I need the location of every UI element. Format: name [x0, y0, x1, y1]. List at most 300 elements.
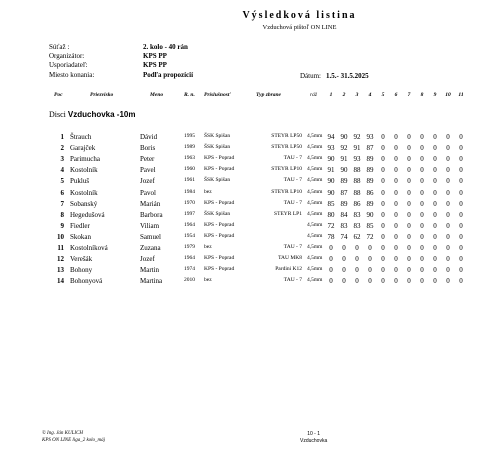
shot-score-cell: 0: [407, 133, 411, 141]
shot-score-cell: 94: [327, 133, 335, 141]
rank-cell: 14: [57, 277, 64, 286]
surname-cell: Pukluš: [70, 177, 90, 186]
shot-score-cell: 0: [446, 155, 450, 164]
table-row: [0, 277, 479, 288]
rank-cell: 9: [60, 221, 64, 230]
shot-score-cell: 0: [381, 144, 385, 153]
caliber-cell: 4,5mm: [307, 166, 323, 173]
weapon-cell: STEYR LP10: [271, 166, 302, 173]
col-header-shot-9: 9: [433, 92, 437, 98]
shot-score-cell: 0: [446, 188, 450, 197]
shot-score-cell: 0: [446, 133, 450, 141]
shot-score-cell: 0: [459, 210, 463, 219]
shot-score-cell: 0: [420, 266, 424, 275]
shot-score-cell: 0: [446, 199, 450, 208]
shot-score-cell: 0: [446, 244, 450, 252]
shot-score-cell: 0: [446, 144, 450, 153]
shot-score-cell: 0: [433, 177, 437, 186]
surname-cell: Kostolníková: [70, 244, 108, 252]
shot-score-cell: 0: [394, 221, 398, 230]
club-cell: ŠSK Spišan: [204, 144, 231, 151]
club-cell: bez: [204, 244, 212, 250]
year-cell: 2010: [184, 277, 195, 284]
club-cell: KPS - Poprad: [204, 199, 235, 206]
club-cell: ŠSK Spišan: [204, 177, 231, 184]
shot-score-cell: 0: [329, 266, 333, 275]
caliber-cell: 4,5mm: [307, 133, 323, 139]
shot-score-cell: 0: [329, 277, 333, 286]
shot-score-cell: 0: [446, 232, 450, 241]
shot-score-cell: 0: [368, 266, 372, 275]
shot-score-cell: 84: [340, 210, 348, 219]
surname-cell: Bohonyová: [70, 277, 103, 286]
shot-score-cell: 0: [433, 166, 437, 175]
col-header-poc: Poc: [54, 92, 63, 98]
shot-score-cell: 90: [327, 177, 335, 186]
weapon-cell: STEYR LP50: [271, 144, 302, 151]
shot-score-cell: 0: [459, 266, 463, 275]
shot-score-cell: 0: [420, 133, 424, 141]
shot-score-cell: 0: [381, 221, 385, 230]
table-row: [0, 133, 479, 144]
first-name-cell: Boris: [140, 144, 156, 153]
rank-cell: 1: [60, 133, 64, 141]
weapon-cell: TAU - 7: [283, 155, 302, 162]
first-name-cell: Samuel: [140, 232, 161, 241]
shot-score-cell: 0: [407, 188, 411, 197]
shot-score-cell: 0: [407, 232, 411, 241]
shot-score-cell: 0: [407, 177, 411, 186]
rank-cell: 11: [57, 244, 64, 252]
weapon-cell: Pardini K12: [275, 266, 302, 273]
shot-score-cell: 0: [433, 221, 437, 230]
caliber-cell: 4,5mm: [307, 244, 323, 250]
shot-score-cell: 0: [459, 155, 463, 164]
shot-score-cell: 0: [407, 199, 411, 208]
year-cell: 1960: [184, 166, 195, 173]
shot-score-cell: 0: [420, 188, 424, 197]
shot-score-cell: 0: [433, 199, 437, 208]
shot-score-cell: 91: [327, 166, 335, 175]
shot-score-cell: 91: [340, 155, 348, 164]
caliber-cell: 4,5mm: [307, 199, 323, 206]
year-cell: 1964: [184, 221, 195, 228]
shot-score-cell: 90: [327, 188, 335, 197]
col-header-shot-7: 7: [407, 92, 411, 98]
shot-score-cell: 93: [366, 133, 374, 141]
shot-score-cell: 0: [446, 166, 450, 175]
shot-score-cell: 0: [433, 277, 437, 286]
shot-score-cell: 91: [353, 144, 361, 153]
shot-score-cell: 0: [407, 155, 411, 164]
surname-cell: Garajček: [70, 144, 96, 153]
shot-score-cell: 0: [381, 232, 385, 241]
shot-score-cell: 0: [394, 210, 398, 219]
rank-cell: 6: [60, 188, 64, 197]
discipline-label: Disci: [49, 110, 66, 119]
shot-score-cell: 0: [459, 166, 463, 175]
col-header-club: Príslušnosť: [204, 92, 231, 98]
club-cell: bez: [204, 188, 212, 195]
club-cell: KPS - Poprad: [204, 221, 235, 228]
shot-score-cell: 0: [342, 266, 346, 275]
shot-score-cell: 0: [355, 244, 359, 252]
rank-cell: 4: [60, 166, 64, 175]
shot-score-cell: 0: [381, 188, 385, 197]
shot-score-cell: 0: [446, 177, 450, 186]
weapon-cell: TAU - 7: [283, 277, 302, 284]
rank-cell: 8: [60, 210, 64, 219]
shot-score-cell: 0: [420, 277, 424, 286]
shot-score-cell: 0: [394, 177, 398, 186]
shot-score-cell: 0: [381, 277, 385, 286]
caliber-cell: 4,5mm: [307, 255, 323, 262]
year-cell: 1974: [184, 266, 195, 273]
col-header-shot-10: 10: [445, 92, 451, 98]
meta-value-competition: 2. kolo - 40 rán: [143, 43, 188, 51]
table-row: [0, 144, 479, 155]
weapon-cell: TAU MK8: [278, 255, 302, 262]
weapon-cell: TAU - 7: [283, 199, 302, 206]
shot-score-cell: 85: [327, 199, 335, 208]
caliber-cell: 4,5mm: [307, 221, 323, 228]
shot-score-cell: 0: [355, 255, 359, 264]
shot-score-cell: 0: [394, 166, 398, 175]
year-cell: 1961: [184, 177, 195, 184]
first-name-cell: Jozef: [140, 255, 155, 264]
club-cell: KPS - Poprad: [204, 266, 235, 273]
col-header-weapon: Typ zbrane: [256, 92, 282, 98]
shot-score-cell: 0: [381, 155, 385, 164]
shot-score-cell: 0: [420, 144, 424, 153]
surname-cell: Fiedler: [70, 221, 90, 230]
surname-cell: Skokan: [70, 232, 91, 241]
shot-score-cell: 0: [433, 144, 437, 153]
first-name-cell: Peter: [140, 155, 155, 164]
shot-score-cell: 93: [353, 155, 361, 164]
surname-cell: Hegedušová: [70, 210, 105, 219]
surname-cell: Sobanský: [70, 199, 98, 208]
meta-label-venue: Miesto konania:: [49, 71, 95, 79]
table-row: [0, 155, 479, 166]
caliber-cell: 4,5mm: [307, 177, 323, 184]
shot-score-cell: 0: [446, 277, 450, 286]
shot-score-cell: 0: [459, 144, 463, 153]
weapon-cell: STEYR LP1: [274, 210, 302, 217]
club-cell: bez: [204, 277, 212, 284]
weapon-cell: TAU - 7: [283, 177, 302, 184]
shot-score-cell: 92: [353, 133, 361, 141]
table-row: [0, 244, 479, 255]
shot-score-cell: 0: [420, 210, 424, 219]
surname-cell: Kostolník: [70, 188, 98, 197]
shot-score-cell: 0: [368, 244, 372, 252]
club-cell: KPS - Poprad: [204, 155, 235, 162]
table-row: [0, 177, 479, 188]
shot-score-cell: 92: [340, 144, 348, 153]
meta-label-competition: Súťaž :: [49, 43, 70, 51]
shot-score-cell: 0: [394, 277, 398, 286]
shot-score-cell: 0: [381, 210, 385, 219]
year-cell: 1997: [184, 210, 195, 217]
shot-score-cell: 0: [407, 244, 411, 252]
shot-score-cell: 0: [446, 266, 450, 275]
shot-score-cell: 0: [381, 266, 385, 275]
year-cell: 1979: [184, 244, 195, 250]
table-row: [0, 200, 479, 211]
shot-score-cell: 0: [394, 144, 398, 153]
shot-score-cell: 83: [340, 221, 348, 230]
shot-score-cell: 90: [327, 155, 335, 164]
shot-score-cell: 0: [420, 199, 424, 208]
shot-score-cell: 0: [459, 277, 463, 286]
shot-score-cell: 90: [366, 210, 374, 219]
shot-score-cell: 0: [420, 177, 424, 186]
discipline-name: Vzduchovka -10m: [67, 110, 136, 119]
caliber-cell: 4,5mm: [307, 266, 323, 273]
shot-score-cell: 0: [394, 255, 398, 264]
shot-score-cell: 80: [327, 210, 335, 219]
shot-score-cell: 0: [355, 277, 359, 286]
club-cell: KPS - Poprad: [204, 255, 235, 262]
club-cell: ŠSK Spišan: [204, 210, 231, 217]
shot-score-cell: 0: [433, 232, 437, 241]
year-cell: 1954: [184, 232, 195, 239]
shot-score-cell: 0: [459, 232, 463, 241]
footer-center: [300, 431, 327, 444]
year-cell: 1963: [184, 155, 195, 162]
page-subtitle: Vzduchová pištoľ ON LINE: [262, 24, 337, 31]
shot-score-cell: 0: [394, 244, 398, 252]
surname-cell: Kostolník: [70, 166, 98, 175]
shot-score-cell: 89: [340, 177, 348, 186]
footer-left: [42, 431, 105, 444]
shot-score-cell: 0: [394, 266, 398, 275]
shot-score-cell: 0: [407, 144, 411, 153]
shot-score-cell: 0: [420, 232, 424, 241]
club-cell: KPS - Poprad: [204, 232, 235, 239]
shot-score-cell: 0: [459, 133, 463, 141]
footer-program: KPS ON LINE liga_2 kolo_máj: [42, 437, 106, 443]
shot-score-cell: 86: [366, 188, 374, 197]
shot-score-cell: 0: [394, 155, 398, 164]
first-name-cell: Martina: [140, 277, 163, 286]
year-cell: 1964: [184, 255, 195, 262]
col-header-shot-11: 11: [458, 92, 464, 98]
table-row: [0, 222, 479, 233]
shot-score-cell: 0: [420, 221, 424, 230]
meta-value-venue: Podľa propozícií: [143, 71, 194, 79]
first-name-cell: Zuzana: [140, 244, 161, 252]
shot-score-cell: 88: [353, 166, 361, 175]
shot-score-cell: 0: [342, 244, 346, 252]
first-name-cell: Barbora: [140, 210, 163, 219]
shot-score-cell: 0: [329, 255, 333, 264]
table-row: [0, 266, 479, 277]
shot-score-cell: 0: [433, 266, 437, 275]
col-header-caliber: ráž: [310, 92, 318, 98]
col-header-shot-6: 6: [394, 92, 398, 98]
col-header-year: R. n.: [184, 92, 195, 98]
year-cell: 1984: [184, 188, 195, 195]
col-header-first: Meno: [150, 92, 164, 98]
rank-cell: 5: [60, 177, 64, 186]
surname-cell: Bohony: [70, 266, 93, 275]
year-cell: 1989: [184, 144, 195, 151]
shot-score-cell: 0: [355, 266, 359, 275]
club-cell: ŠSK Spišan: [204, 133, 231, 139]
shot-score-cell: 0: [433, 210, 437, 219]
shot-score-cell: 86: [353, 199, 361, 208]
col-header-shot-5: 5: [381, 92, 385, 98]
shot-score-cell: 0: [381, 244, 385, 252]
shot-score-cell: 89: [366, 166, 374, 175]
col-header-shot-4: 4: [368, 92, 372, 98]
shot-score-cell: 0: [407, 210, 411, 219]
caliber-cell: 4,5mm: [307, 188, 323, 195]
caliber-cell: 4,5mm: [307, 155, 323, 162]
first-name-cell: Viliam: [140, 221, 160, 230]
shot-score-cell: 90: [340, 133, 348, 141]
shot-score-cell: 0: [407, 266, 411, 275]
shot-score-cell: 0: [420, 155, 424, 164]
table-row: [0, 189, 479, 200]
first-name-cell: Marián: [140, 199, 161, 208]
date-value: 1.5.- 31.5.2025: [326, 72, 369, 80]
date-label: Dátum:: [300, 72, 321, 80]
year-cell: 1970: [184, 199, 195, 206]
shot-score-cell: 0: [420, 244, 424, 252]
col-header-shot-2: 2: [342, 92, 346, 98]
first-name-cell: Pavol: [140, 188, 156, 197]
shot-score-cell: 0: [446, 255, 450, 264]
shot-score-cell: 87: [366, 144, 374, 153]
first-name-cell: Jozef: [140, 177, 155, 186]
year-cell: 1995: [184, 133, 195, 139]
col-header-shot-1: 1: [329, 92, 333, 98]
rank-cell: 10: [57, 232, 64, 241]
shot-score-cell: 0: [420, 166, 424, 175]
shot-score-cell: 0: [381, 133, 385, 141]
shot-score-cell: 0: [368, 277, 372, 286]
shot-score-cell: 88: [353, 177, 361, 186]
shot-score-cell: 0: [459, 199, 463, 208]
page-title: Výsledková listina: [242, 10, 357, 21]
meta-label-host: Usporiadateľ:: [49, 61, 88, 69]
shot-score-cell: 85: [366, 221, 374, 230]
surname-cell: Štrauch: [70, 133, 92, 141]
shot-score-cell: 0: [407, 221, 411, 230]
shot-score-cell: 74: [340, 232, 348, 241]
shot-score-cell: 89: [366, 155, 374, 164]
weapon-cell: STEYR LP50: [271, 133, 302, 139]
shot-score-cell: 0: [433, 255, 437, 264]
shot-score-cell: 0: [394, 188, 398, 197]
table-row: [0, 233, 479, 244]
shot-score-cell: 0: [381, 166, 385, 175]
shot-score-cell: 89: [366, 199, 374, 208]
shot-score-cell: 87: [340, 188, 348, 197]
shot-score-cell: 0: [394, 232, 398, 241]
meta-value-organizer: KPS PP: [143, 52, 167, 60]
shot-score-cell: 0: [459, 221, 463, 230]
shot-score-cell: 88: [353, 188, 361, 197]
footer-author: © Ing. Ján KULICH: [42, 431, 84, 436]
rank-cell: 3: [60, 155, 64, 164]
col-header-shot-3: 3: [355, 92, 359, 98]
shot-score-cell: 0: [420, 255, 424, 264]
shot-score-cell: 72: [366, 232, 374, 241]
shot-score-cell: 0: [459, 177, 463, 186]
surname-cell: Parimucha: [70, 155, 100, 164]
shot-score-cell: 89: [366, 177, 374, 186]
shot-score-cell: 72: [327, 221, 335, 230]
club-cell: KPS - Poprad: [204, 166, 235, 173]
discipline-heading: [49, 110, 135, 119]
shot-score-cell: 0: [433, 188, 437, 197]
table-row: [0, 255, 479, 266]
shot-score-cell: 83: [353, 210, 361, 219]
shot-score-cell: 83: [353, 221, 361, 230]
caliber-cell: 4,5mm: [307, 232, 323, 239]
rank-cell: 13: [57, 266, 64, 275]
col-header-surname: Priezvisko: [90, 92, 114, 98]
footer-page: 10 - 1: [307, 431, 321, 437]
caliber-cell: 4,5mm: [307, 277, 323, 284]
shot-score-cell: 0: [446, 210, 450, 219]
shot-score-cell: 0: [459, 244, 463, 252]
weapon-cell: STEYR LP10: [271, 188, 302, 195]
meta-value-host: KPS PP: [143, 61, 167, 69]
caliber-cell: 4,5mm: [307, 210, 323, 217]
weapon-cell: TAU - 7: [283, 244, 302, 250]
shot-score-cell: 0: [381, 199, 385, 208]
rank-cell: 12: [57, 255, 64, 264]
shot-score-cell: 0: [407, 255, 411, 264]
col-header-shot-8: 8: [420, 92, 424, 98]
shot-score-cell: 0: [342, 255, 346, 264]
shot-score-cell: 0: [342, 277, 346, 286]
shot-score-cell: 0: [394, 133, 398, 141]
shot-score-cell: 0: [433, 133, 437, 141]
footer-sheet: Vzduchovka: [300, 437, 328, 444]
shot-score-cell: 0: [459, 188, 463, 197]
shot-score-cell: 0: [459, 255, 463, 264]
first-name-cell: Martin: [140, 266, 160, 275]
caliber-cell: 4,5mm: [307, 144, 323, 151]
shot-score-cell: 0: [407, 166, 411, 175]
rank-cell: 7: [60, 199, 64, 208]
shot-score-cell: 0: [381, 255, 385, 264]
shot-score-cell: 0: [433, 244, 437, 252]
shot-score-cell: 89: [340, 199, 348, 208]
shot-score-cell: 90: [340, 166, 348, 175]
surname-cell: Verešák: [70, 255, 93, 264]
shot-score-cell: 0: [368, 255, 372, 264]
shot-score-cell: 0: [407, 277, 411, 286]
first-name-cell: Dávid: [140, 133, 158, 141]
meta-label-organizer: Organizátor:: [49, 52, 85, 60]
shot-score-cell: 62: [353, 232, 361, 241]
shot-score-cell: 0: [329, 244, 333, 252]
shot-score-cell: 0: [433, 155, 437, 164]
table-row: [0, 166, 479, 177]
shot-score-cell: 78: [327, 232, 335, 241]
shot-score-cell: 0: [381, 177, 385, 186]
shot-score-cell: 0: [394, 199, 398, 208]
first-name-cell: Pavel: [140, 166, 156, 175]
table-row: [0, 211, 479, 222]
